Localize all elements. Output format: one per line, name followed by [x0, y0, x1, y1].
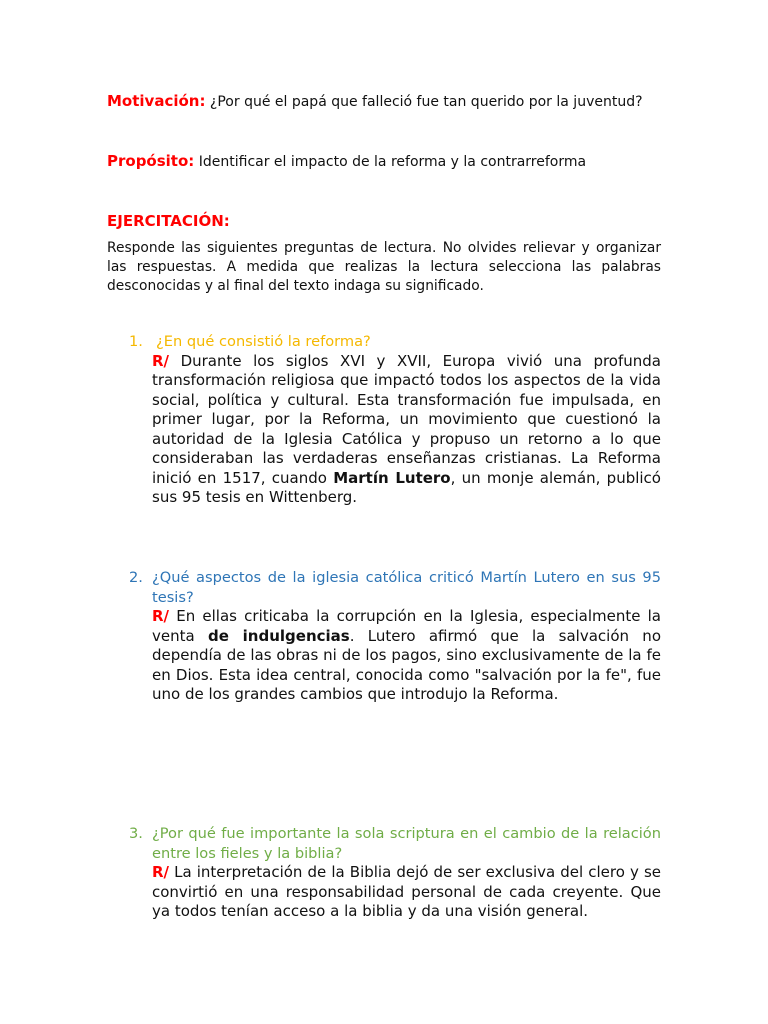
question-item-3: [129, 824, 661, 922]
question-number: 1.: [129, 333, 143, 350]
motivation-text: ¿Por qué el papá que falleció fue tan querido por la juventud?: [209, 94, 643, 110]
answer-highlight: Martín Lutero: [333, 468, 451, 487]
answer-text: R/ La interpretación de la Biblia dejó de ser exclusiva del clero y se convirtió en una responsabilidad personal de cada creyente. Que ya todos tenían acceso a la biblia y da una visión general.: [152, 863, 661, 920]
question-text: ¿Por qué fue importante la sola scriptura en el cambio de la relación entre los fieles y la biblia?: [152, 825, 661, 862]
purpose-text: Identificar el impacto de la reforma y la contrarreforma: [198, 154, 587, 170]
motivation-label: Motivación:: [107, 92, 206, 110]
question-item-2: [129, 568, 661, 705]
answer-prefix: R/: [152, 607, 170, 625]
answer-text: R/ En ellas criticaba la corrupción en la Iglesia, especialmente la venta de indulgencias. Lutero afirmó que la salvación no dependía de las obras ni de los pagos, sino exclusivamente de la fe en Dios. Esta idea central, conocida como "salvación por la fe", fue uno de los grandes cambios que introdujo la Reforma.: [152, 607, 661, 703]
exercise-instructions: Responde las siguientes preguntas de lectura. No olvides relievar y organizar las respuestas. A medida que realizas la lectura selecciona las palabras desconocidas y al final del texto indaga su significado.: [107, 240, 661, 294]
question-number: 3.: [129, 825, 143, 842]
motivation-line: [107, 92, 643, 110]
answer-prefix: R/: [152, 351, 170, 370]
question-text: ¿Qué aspectos de la iglesia católica criticó Martín Lutero en sus 95 tesis?: [152, 569, 661, 606]
exercise-heading: EJERCITACIÓN:: [107, 212, 230, 230]
answer-prefix: R/: [152, 863, 170, 881]
answer-highlight: de indulgencias: [208, 626, 350, 645]
answer-text: R/ Durante los siglos XVI y XVII, Europa vivió una profunda transformación religiosa que impactó todos los aspectos de la vida social, política y cultural. Esta transformación fue impulsada, en primer lugar, por la Reforma, un movimiento que cuestionó la autoridad de la Iglesia Católica y propuso un retorno a lo que consideraban las verdaderas enseñanzas cristianas. La Reforma inició en 1517, cuando Martín Lutero, un monje alemán, publicó sus 95 tesis en Wittenberg.: [152, 351, 661, 506]
question-text: ¿En qué consistió la reforma?: [156, 333, 371, 350]
purpose-label: Propósito:: [107, 152, 195, 170]
purpose-line: [107, 152, 586, 170]
question-number: 2.: [129, 569, 143, 586]
question-item-1: [129, 332, 661, 508]
